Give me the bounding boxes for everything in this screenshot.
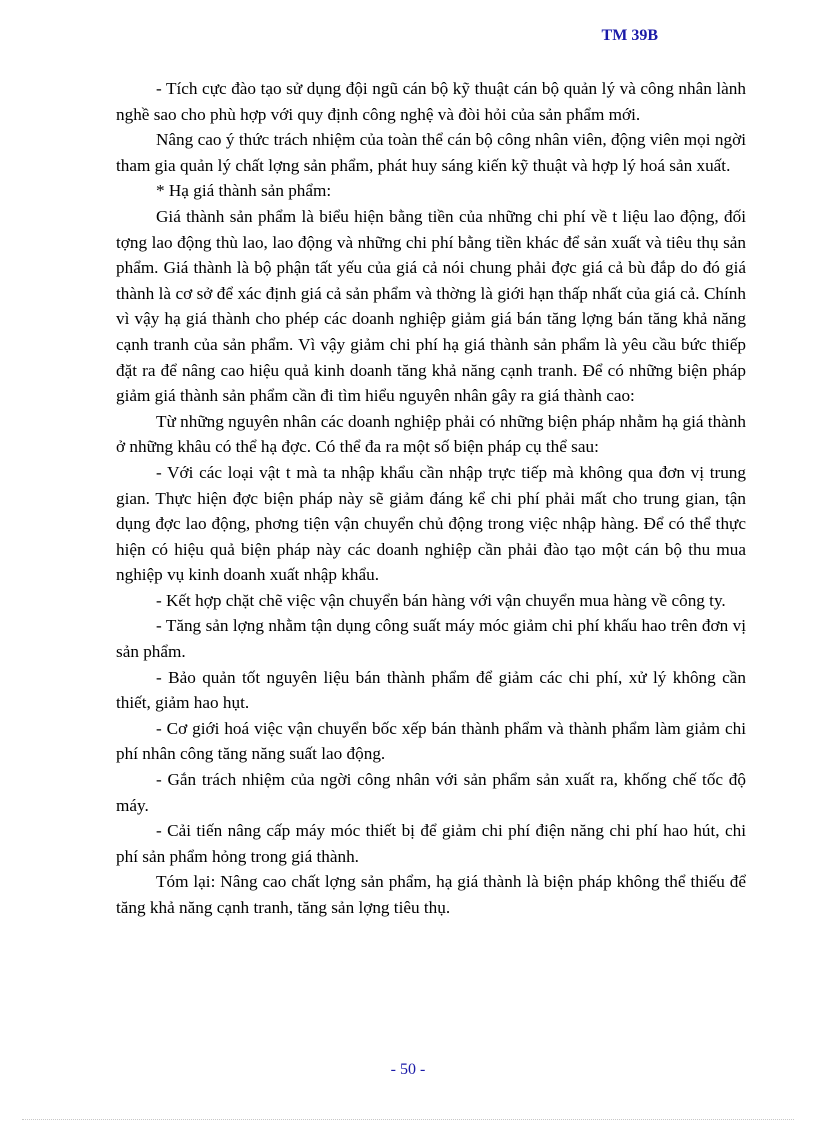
document-code: TM 39B: [601, 27, 658, 44]
page-bottom-divider: [22, 1119, 794, 1120]
document-body: [116, 76, 746, 921]
page-number: - 50 -: [390, 1061, 426, 1078]
list-item-direct-import: - Với các loại vật t mà ta nhập khẩu cần nhập trực tiếp mà không qua đơn vị trung gian. Thực hiện đợc biện pháp này sẽ giảm đáng kể chi phí phải mất cho trung gian, tận dụng đợc lao động, phơng tiện vận chuyển chủ động trong việc nhập hàng. Để có thể thực hiện có hiệu quả biện pháp này các doanh nghiệp cần phải đào tạo một cán bộ thu mua nghiệp vụ kinh doanh xuất nhập khẩu.: [116, 462, 746, 585]
list-item-upgrade-machines: - Cải tiến nâng cấp máy móc thiết bị để giảm chi phí điện năng chi phí hao hút, chi phí sản phẩm hỏng trong giá thành.: [116, 821, 746, 866]
paragraph-training: - Tích cực đào tạo sử dụng đội ngũ cán bộ kỹ thuật cán bộ quản lý và công nhân lành nghề sao cho phù hợp với quy định công nghệ và đòi hỏi của sản phẩm mới.: [116, 79, 746, 124]
list-item-preserve-materials: - Bảo quản tốt nguyên liệu bán thành phẩm để giảm các chi phí, xử lý không cần thiết, giảm hao hụt.: [116, 667, 746, 713]
list-item-increase-output: - Tăng sản lợng nhằm tận dụng công suất máy móc giảm chi phí khấu hao trên đơn vị sản phẩm.: [116, 616, 746, 662]
paragraph-causes: Từ những nguyên nhân các doanh nghiệp phải có những biện pháp nhằm hạ giá thành ở những khâu có thể hạ đợc. Có thể đa ra một số biện pháp cụ thể sau:: [116, 411, 746, 457]
list-item-worker-responsibility: - Gắn trách nhiệm của ngời công nhân với sản phẩm sản xuất ra, khống chế tốc độ máy.: [116, 770, 746, 815]
paragraph-responsibility: Nâng cao ý thức trách nhiệm của toàn thể cán bộ công nhân viên, động viên mọi ngời tham gia quản lý chất lợng sản phẩm, phát huy sáng kiến kỹ thuật và hợp lý hoá sản xuất.: [116, 130, 746, 175]
section-heading-cost-reduction: * Hạ giá thành sản phẩm:: [156, 181, 332, 201]
paragraph-cost-definition: Giá thành sản phẩm là biểu hiện bằng tiền của những chi phí về t liệu lao động, đối tợng lao động thù lao, lao động và những chi phí bằng tiền khác để sản xuất và tiêu thụ sản phẩm. Giá thành là bộ phận tất yếu của giá cả nói chung phải đợc giá cả bù đắp do đó giá thành là cơ sở để xác định giá cả sản phẩm và thờng là giới hạn thấp nhất của giá cả. Chính vì vậy hạ giá thành cho phép các doanh nghiệp giảm giá bán tăng lợng bán tăng khả năng cạnh tranh của sản phẩm. Vì vậy giảm chi phí hạ giá thành sản phẩm là yêu cầu bức thiếp đặt ra để nâng cao hiệu quả kinh doanh tăng khả năng cạnh tranh. Để có những biện pháp giảm giá thành sản phẩm cần đi tìm hiểu nguyên nhân gây ra giá thành cao:: [116, 206, 746, 406]
paragraph-summary: Tóm lại: Nâng cao chất lợng sản phẩm, hạ giá thành là biện pháp không thể thiếu để tăng khả năng cạnh tranh, tăng sản lợng tiêu thụ.: [116, 872, 746, 917]
list-item-combine-transport: - Kết hợp chặt chẽ việc vận chuyển bán hàng với vận chuyển mua hàng về công ty.: [156, 590, 726, 610]
list-item-mechanize: - Cơ giới hoá việc vận chuyển bốc xếp bán thành phẩm và thành phẩm làm giảm chi phí nhân công tăng năng suất lao động.: [116, 718, 746, 764]
